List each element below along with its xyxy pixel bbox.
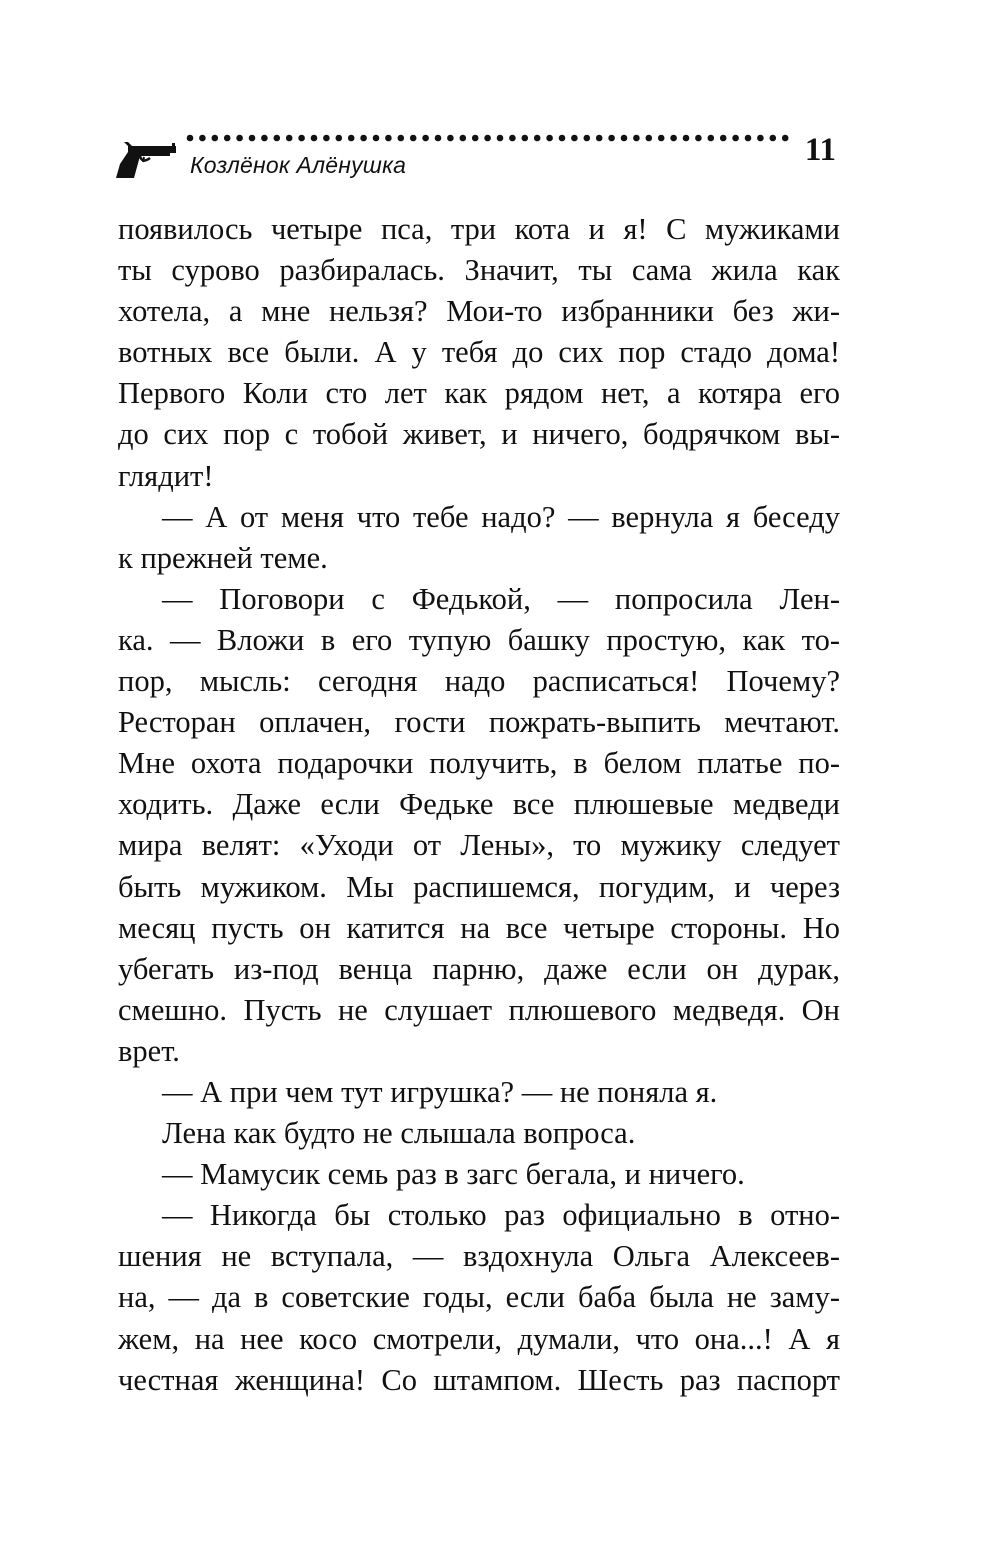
rule-dot <box>621 135 628 142</box>
rule-dot <box>745 135 752 142</box>
rule-dot <box>236 135 243 142</box>
rule-dot <box>224 135 231 142</box>
text-line: быть мужиком. Мы распишемся, погудим, и через <box>118 869 840 904</box>
rule-dot <box>398 135 405 142</box>
rule-dot <box>385 135 392 142</box>
text-line: мира велят: «Уходи от Лены», то мужику следует <box>118 828 840 863</box>
rule-dot <box>683 135 690 142</box>
text-line: до сих пор с тобой живет, и ничего, бодрячком вы- <box>118 417 840 452</box>
page-header <box>114 118 844 198</box>
text-line: вотных все были. А у тебя до сих пор стадо дома! <box>118 335 840 370</box>
page-number: 11 <box>804 132 836 168</box>
rule-dot <box>658 135 665 142</box>
text-line: жем, на нее косо смотрели, думали, что она...! А я <box>118 1321 840 1356</box>
rule-dot <box>571 135 578 142</box>
text-line: шения не вступала, — вздохнула Ольга Алексеев- <box>118 1239 840 1274</box>
rule-dot <box>286 135 293 142</box>
text-line: врет. <box>118 1033 180 1068</box>
rule-dot <box>608 135 615 142</box>
rule-dot <box>559 135 566 142</box>
running-title: Козлёнок Алёнушка <box>190 152 407 178</box>
text-line: Мне охота подарочки получить, в белом платье по- <box>118 746 840 781</box>
text-line: Лена как будто не слышала вопроса. <box>162 1116 636 1151</box>
text-line: — А от меня что тебе надо? — вернула я беседу <box>162 499 840 534</box>
rule-dot <box>460 135 467 142</box>
text-line: Первого Коли сто лет как рядом нет, а котяра его <box>118 376 840 411</box>
pistol-icon <box>114 140 178 180</box>
text-line: на, — да в советские годы, если баба была не заму- <box>118 1280 840 1315</box>
text-line: хотела, а мне нельзя? Мои-то избранники без жи- <box>118 294 840 329</box>
rule-dot <box>522 135 529 142</box>
rule-dot <box>546 135 553 142</box>
rule-dot <box>497 135 504 142</box>
text-line: ка. — Вложи в его тупую башку простую, как то- <box>118 622 840 657</box>
rule-dot <box>274 135 281 142</box>
rule-dot <box>422 135 429 142</box>
text-line: ты сурово разбиралась. Значит, ты сама жила как <box>118 253 840 288</box>
rule-dot <box>212 135 219 142</box>
text-line: смешно. Пусть не слушает плюшевого медведя. Он <box>118 992 840 1027</box>
rule-dot <box>410 135 417 142</box>
rule-dot <box>360 135 367 142</box>
text-line: — Никогда бы столько раз официально в отно- <box>162 1198 840 1233</box>
rule-dot <box>447 135 454 142</box>
rule-dot <box>646 135 653 142</box>
rule-dot <box>695 135 702 142</box>
text-line: честная женщина! Со штампом. Шесть раз паспорт <box>118 1362 840 1397</box>
text-line: появилось четыре пса, три кота и я! С мужиками <box>118 212 840 246</box>
rule-dot <box>534 135 541 142</box>
text-line: пор, мысль: сегодня надо расписаться! Почему? <box>118 664 840 699</box>
text-line: к прежней теме. <box>118 540 328 575</box>
text-line: месяц пусть он катится на все четыре стороны. Но <box>118 910 840 945</box>
rule-dot <box>187 135 194 142</box>
rule-dot <box>670 135 677 142</box>
rule-dot <box>596 135 603 142</box>
rule-dot <box>633 135 640 142</box>
body-text <box>118 209 840 1401</box>
text-line: Ресторан оплачен, гости пожрать-выпить мечтают. <box>118 705 840 740</box>
rule-dot <box>323 135 330 142</box>
rule-dot <box>484 135 491 142</box>
text-line: — Поговори с Федькой, — попросила Лен- <box>162 581 840 616</box>
rule-dot <box>348 135 355 142</box>
text-line: ходить. Даже если Федьке все плюшевые медведи <box>118 787 840 822</box>
dotted-rule <box>184 122 794 152</box>
rule-dot <box>435 135 442 142</box>
rule-dot <box>261 135 268 142</box>
rule-dot <box>584 135 591 142</box>
text-line: глядит! <box>118 458 214 493</box>
rule-dot <box>782 135 789 142</box>
rule-dot <box>732 135 739 142</box>
rule-dot <box>336 135 343 142</box>
text-line: — Мамусик семь раз в загс бегала, и ничего. <box>162 1157 745 1192</box>
rule-dot <box>298 135 305 142</box>
rule-dot <box>249 135 256 142</box>
rule-dot <box>311 135 318 142</box>
rule-dot <box>199 135 206 142</box>
rule-dot <box>509 135 516 142</box>
text-line: — А при чем тут игрушка? — не поняла я. <box>162 1074 718 1109</box>
rule-dot <box>720 135 727 142</box>
rule-dot <box>770 135 777 142</box>
rule-dot <box>373 135 380 142</box>
text-line: убегать из-под венца парню, даже если он дурак, <box>118 951 840 986</box>
rule-dot <box>472 135 479 142</box>
rule-dot <box>757 135 764 142</box>
rule-dot <box>708 135 715 142</box>
